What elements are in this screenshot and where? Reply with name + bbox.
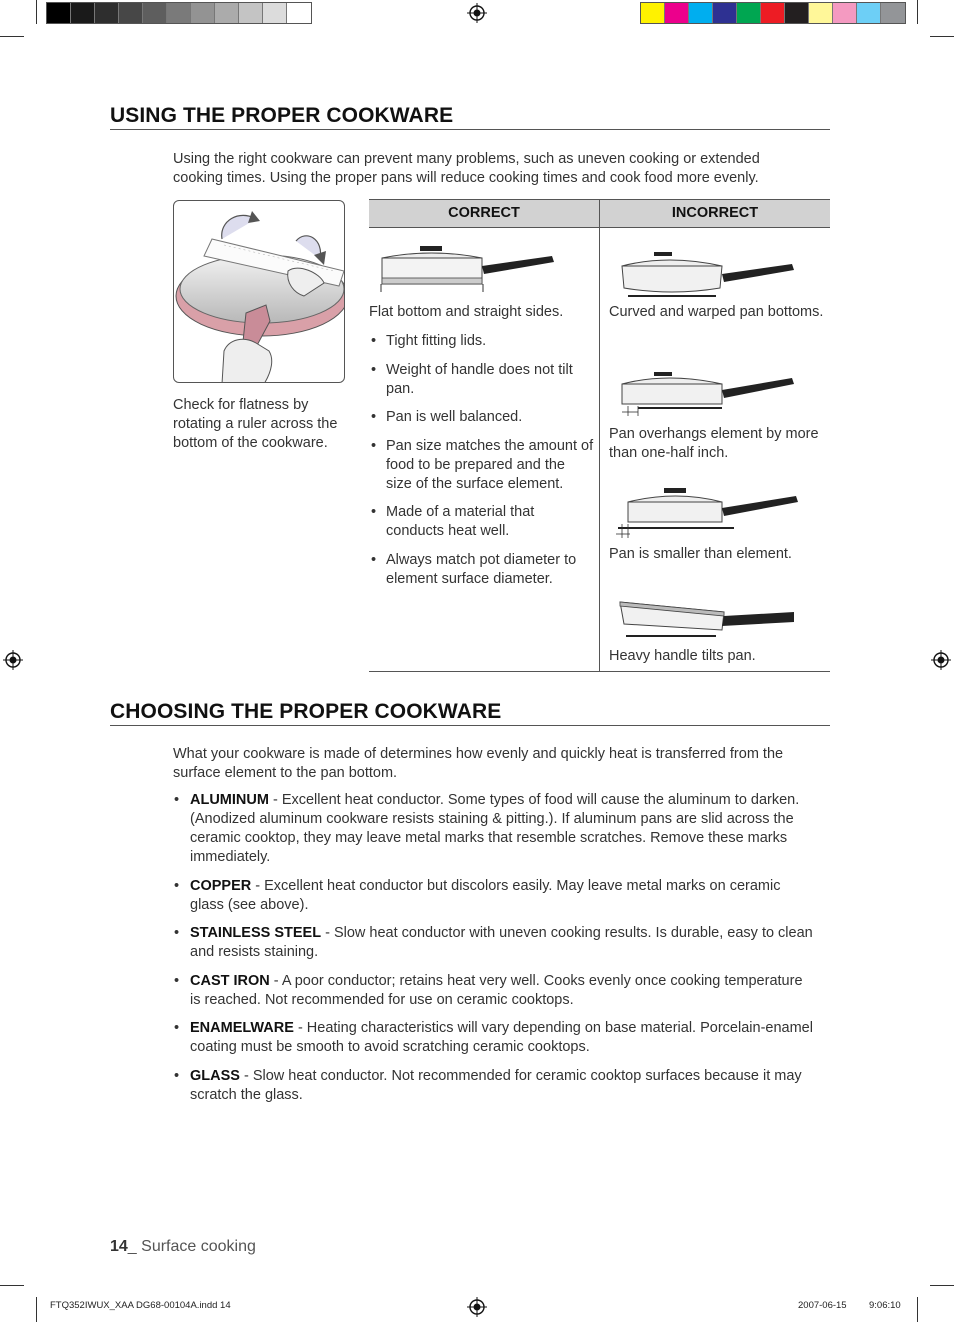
registration-mark-icon xyxy=(467,3,487,23)
list-item: • Weight of handle does not tilt pan. xyxy=(369,361,594,399)
color-swatch xyxy=(71,3,95,23)
color-swatch xyxy=(119,3,143,23)
section-intro: What your cookware is made of determines how evenly and quickly heat is transferred from the surface element to the pan bottom. xyxy=(173,746,784,781)
slug-date: 2007-06-15 xyxy=(798,1300,847,1311)
crop-mark xyxy=(0,36,24,37)
list-item xyxy=(173,791,813,867)
color-swatch xyxy=(143,3,167,23)
incorrect-item: Curved and warped pan bottoms. xyxy=(609,304,824,320)
crop-mark xyxy=(36,1297,37,1322)
material-name: COPPER xyxy=(190,877,252,894)
material-description: - Excellent heat conductor. Some types of food will cause the aluminum to darken. (Anodized aluminum cookware resists staining & pitting.). If aluminum pans are slid across the ceramic cooktop, they may leave metal marks that resemble scratches. Remove these marks immediately. xyxy=(190,792,800,865)
illustration-caption: Check for flatness by rotating a ruler across the bottom of the cookware. xyxy=(173,397,338,451)
color-swatch xyxy=(689,3,713,23)
color-swatch xyxy=(47,3,71,23)
list-item: • Made of a material that conducts heat well. xyxy=(369,503,594,541)
crop-mark xyxy=(0,1285,24,1286)
material-description: - Slow heat conductor. Not recommended for ceramic cooktop surfaces because it may scratch the glass. xyxy=(190,1067,802,1103)
list-item xyxy=(173,924,813,962)
color-swatch xyxy=(665,3,689,23)
color-swatch xyxy=(785,3,809,23)
list-item: • Pan is well balanced. xyxy=(369,408,594,427)
incorrect-item: Pan is smaller than element. xyxy=(609,546,792,562)
tilted-pan-illustration xyxy=(616,596,798,642)
page-number: 14 xyxy=(110,1238,128,1255)
list-item xyxy=(173,1067,813,1105)
crop-mark xyxy=(36,0,37,24)
material-name: ENAMELWARE xyxy=(190,1020,294,1036)
color-swatch xyxy=(239,3,263,23)
section-title-choosing-cookware: CHOOSING THE PROPER COOKWARE xyxy=(110,700,830,726)
material-description: - A poor conductor; retains heat very well. Cooks evenly once cooking temperature is reached. Not recommended for use on ceramic cooktops. xyxy=(190,972,803,1008)
color-swatch xyxy=(641,3,665,23)
column-header-correct: CORRECT xyxy=(369,200,600,227)
correct-pan-illustration xyxy=(376,242,556,296)
material-name: ALUMINUM xyxy=(190,792,269,808)
list-item xyxy=(173,1019,813,1057)
footer-section-label: _ Surface cooking xyxy=(127,1238,256,1255)
color-swatch xyxy=(737,3,761,23)
section-title-using-cookware: USING THE PROPER COOKWARE xyxy=(110,104,830,130)
color-swatch xyxy=(191,3,215,23)
list-item: • Pan size matches the amount of food to be prepared and the size of the surface element. xyxy=(369,437,594,494)
color-swatch xyxy=(833,3,857,23)
page-footer xyxy=(110,1238,256,1256)
color-swatch xyxy=(287,3,311,23)
slug-time: 9:06:10 xyxy=(869,1300,901,1311)
section-intro: Using the right cookware can prevent many problems, such as uneven cooking or extended cooking times. Using the proper pans will reduce cooking times and cook food more evenly. xyxy=(173,151,760,186)
list-item: • Tight fitting lids. xyxy=(369,332,594,351)
crop-mark xyxy=(930,36,954,37)
registration-mark-icon xyxy=(931,650,951,670)
incorrect-item: Heavy handle tilts pan. xyxy=(609,648,756,664)
list-item xyxy=(173,972,813,1010)
correct-list xyxy=(369,332,594,598)
color-swatch xyxy=(215,3,239,23)
column-divider xyxy=(599,228,600,672)
list-item xyxy=(173,877,813,915)
registration-mark-icon xyxy=(3,650,23,670)
color-swatch xyxy=(809,3,833,23)
small-pan-illustration xyxy=(612,484,802,540)
correct-lead: Flat bottom and straight sides. xyxy=(369,304,564,320)
material-description: - Excellent heat conductor but discolors easily. May leave metal marks on ceramic glass (see above). xyxy=(190,877,781,913)
slug-file: FTQ352IWUX_XAA DG68-00104A.indd 14 xyxy=(50,1300,231,1311)
material-name: GLASS xyxy=(190,1067,240,1084)
material-name: STAINLESS STEEL xyxy=(190,925,322,941)
crop-mark xyxy=(917,0,918,24)
crop-mark xyxy=(930,1285,954,1286)
warped-pan-illustration xyxy=(616,248,798,300)
color-swatch xyxy=(857,3,881,23)
material-description: - Heating characteristics will vary depending on base material. Porcelain-enamel coating must be smooth to avoid scratching ceramic cooktops. xyxy=(190,1020,813,1055)
color-swatch xyxy=(95,3,119,23)
color-swatch xyxy=(167,3,191,23)
crop-mark xyxy=(917,1297,918,1322)
material-description: - Slow heat conductor with uneven cooking results. Is durable, easy to clean and resists staining. xyxy=(190,925,813,960)
material-name: CAST IRON xyxy=(190,972,270,989)
process-color-bar xyxy=(640,2,906,24)
incorrect-item: Pan overhangs element by more than one-half inch. xyxy=(609,426,819,461)
color-swatch xyxy=(263,3,287,23)
materials-list xyxy=(173,791,813,1114)
overhang-pan-illustration xyxy=(616,368,798,418)
column-header-incorrect: INCORRECT xyxy=(671,205,759,221)
list-item: • Always match pot diameter to element surface diameter. xyxy=(369,551,594,589)
flatness-check-illustration xyxy=(173,200,345,383)
pan-ruler-illustration xyxy=(174,201,345,383)
color-swatch xyxy=(881,3,905,23)
table-header xyxy=(369,200,830,228)
registration-mark-icon xyxy=(467,1297,487,1317)
grayscale-color-bar xyxy=(46,2,312,24)
color-swatch xyxy=(713,3,737,23)
color-swatch xyxy=(761,3,785,23)
